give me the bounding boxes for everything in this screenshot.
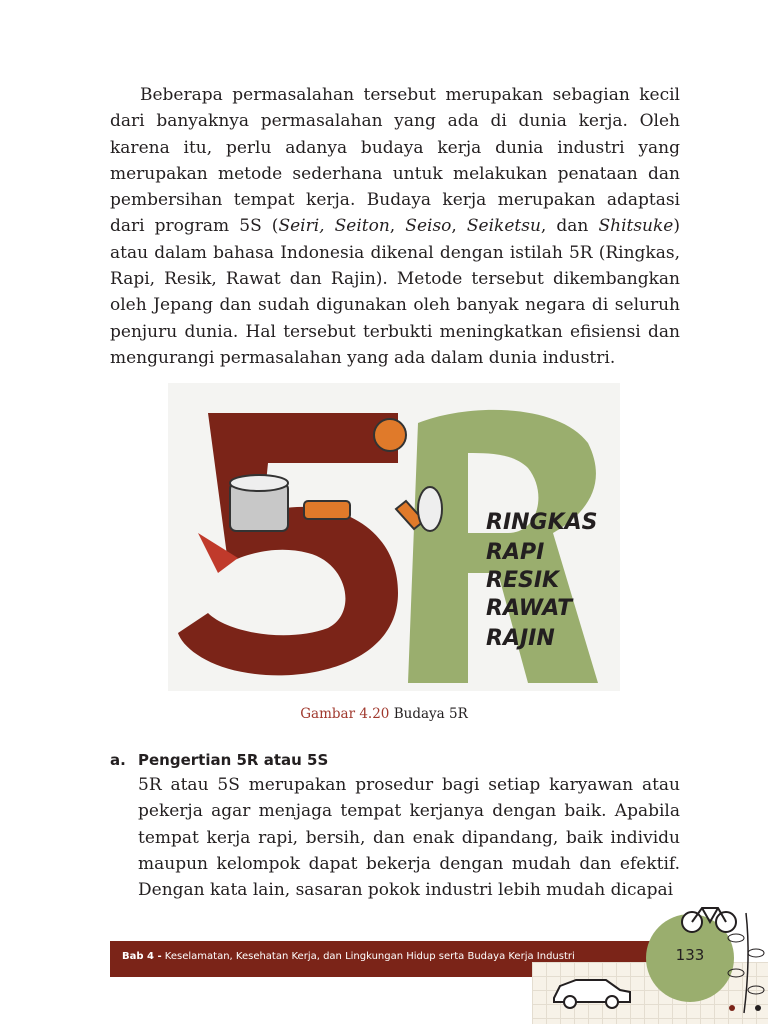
page-number: 133 bbox=[675, 946, 705, 964]
section-body-paragraph: 5R atau 5S merupakan prosedur bagi setiap karyawan atau pekerja agar menjaga tempat kerjanya dengan baik. Apabila tempat kerja rapi, bersih, dan enak dipandang, baik individu maupun kelompok dapat bekerja dengan mudah dan efektif. Dengan kata lain, sasaran pokok industri lebih mudah dicapai bbox=[138, 775, 680, 901]
section-heading bbox=[110, 751, 328, 769]
caption-text: Budaya 5R bbox=[393, 706, 468, 722]
separator: , bbox=[451, 216, 467, 237]
caption-label: Gambar 4.20 bbox=[300, 706, 390, 722]
section-title: Pengertian 5R atau 5S bbox=[138, 751, 329, 769]
brush-icon bbox=[304, 501, 350, 519]
term-seiso: Seiso bbox=[405, 216, 452, 237]
word-rawat: RAWAT bbox=[486, 596, 573, 621]
separator: , dan bbox=[540, 216, 599, 237]
term-seiketsu: Seiketsu bbox=[466, 216, 541, 237]
word-rajin: RAJIN bbox=[486, 626, 555, 651]
footer-chapter: Bab 4 - bbox=[122, 951, 162, 962]
word-resik: RESIK bbox=[486, 568, 560, 593]
figure-budaya-5r bbox=[168, 383, 620, 691]
car-icon bbox=[548, 972, 634, 1012]
word-rapi: RAPI bbox=[486, 540, 545, 565]
footer-text bbox=[122, 951, 575, 962]
term-seiri-seiton: Seiri, Seiton bbox=[278, 216, 390, 237]
leaf-branch-icon bbox=[726, 908, 766, 1018]
feather-duster-icon bbox=[418, 487, 442, 531]
sponge-icon bbox=[374, 419, 406, 451]
bucket-rim bbox=[230, 475, 288, 491]
budaya-5r-illustration bbox=[168, 383, 620, 691]
paragraph-text: Beberapa permasalahan tersebut merupakan sebagian kecil dari banyaknya permasalahan yang ada di dunia kerja. Oleh karena itu, perlu adanya budaya kerja dunia industri yang merupakan metode sederhana untuk melakukan penataan dan pembersihan tempat kerja. Budaya kerja merupakan adaptasi dari program 5S ( bbox=[110, 85, 680, 237]
separator: , bbox=[389, 216, 406, 237]
term-shitsuke: Shitsuke bbox=[598, 216, 674, 237]
word-ringkas: RINGKAS bbox=[486, 510, 598, 535]
footer-chapter-title: Keselamatan, Kesehatan Kerja, dan Lingkungan Hidup serta Budaya Kerja Industri bbox=[164, 951, 575, 962]
section-number: a. bbox=[110, 751, 126, 769]
paragraph-text: ) atau dalam bahasa Indonesia dikenal dengan istilah 5R (Ringkas, Rapi, Resik, Rawat dan Rajin). Metode tersebut dikembangkan oleh Jepang dan sudah digunakan oleh banyak negara di seluruh penjuru dunia. Hal tersebut terbukti meningkatkan efisiensi dan mengurangi permasalahan yang ada dalam dunia industri. bbox=[110, 216, 681, 368]
figure-caption bbox=[0, 706, 768, 722]
body-paragraph bbox=[110, 82, 680, 371]
